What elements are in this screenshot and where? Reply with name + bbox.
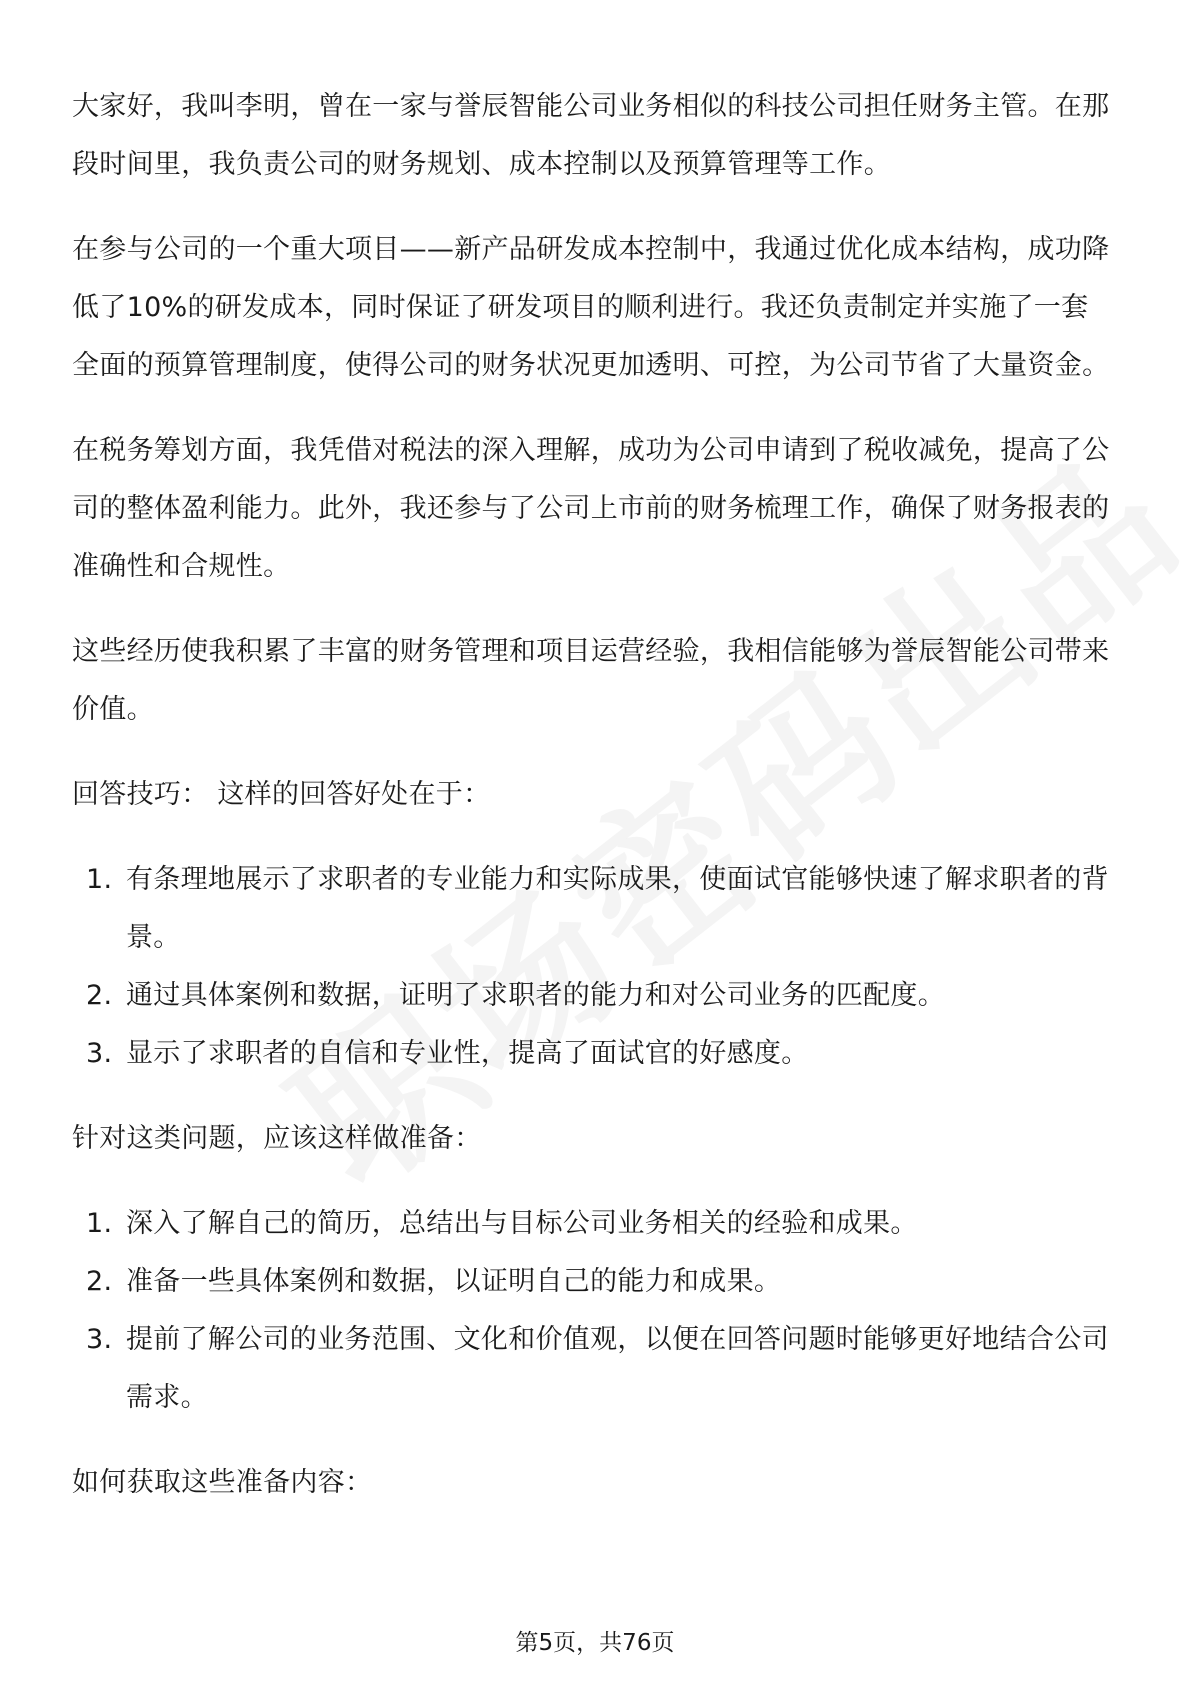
list-item [72,1025,1112,1083]
prep-list [72,1195,1112,1427]
list-item [72,1195,1112,1253]
tips-list [72,851,1112,1083]
list-number: 3. [86,1038,113,1069]
list-item [72,1311,1112,1427]
list-number: 3. [86,1324,113,1355]
list-item [72,1253,1112,1311]
list-text: 准备一些具体案例和数据，以证明自己的能力和成果。 [126,1266,782,1297]
list-item [72,967,1112,1025]
project-paragraph: 在参与公司的一个重大项目——新产品研发成本控制中，我通过优化成本结构，成功降低了10%的研发成本，同时保证了研发项目的顺利进行。我还负责制定并实施了一套全面的预算管理制度，使得公司的财务状况更加透明、可控，为公司节省了大量资金。 [72,234,1110,381]
list-text: 通过具体案例和数据，证明了求职者的能力和对公司业务的匹配度。 [126,980,945,1011]
list-item [72,851,1112,967]
list-text: 深入了解自己的简历，总结出与目标公司业务相关的经验和成果。 [126,1208,918,1239]
page-number: 第5页，共76页 [515,1630,675,1656]
list-text: 有条理地展示了求职者的专业能力和实际成果，使面试官能够快速了解求职者的背景。 [126,864,1109,953]
tax-paragraph: 在税务筹划方面，我凭借对税法的深入理解，成功为公司申请到了税收减免，提高了公司的整体盈利能力。此外，我还参与了公司上市前的财务梳理工作，确保了财务报表的准确性和合规性。 [72,435,1110,582]
list-number: 2. [86,980,113,1011]
list-number: 2. [86,1266,113,1297]
list-number: 1. [86,864,113,895]
summary-paragraph: 这些经历使我积累了丰富的财务管理和项目运营经验，我相信能够为誉辰智能公司带来价值。 [72,636,1110,725]
prep-heading: 针对这类问题，应该这样做准备： [72,1123,482,1154]
list-number: 1. [86,1208,113,1239]
next-section-heading: 如何获取这些准备内容： [72,1467,373,1498]
document-body [72,78,1112,1512]
list-text: 提前了解公司的业务范围、文化和价值观，以便在回答问题时能够更好地结合公司需求。 [126,1324,1109,1413]
list-text: 显示了求职者的自信和专业性，提高了面试官的好感度。 [126,1038,809,1069]
intro-paragraph: 大家好，我叫李明，曾在一家与誉辰智能公司业务相似的科技公司担任财务主管。在那段时间里，我负责公司的财务规划、成本控制以及预算管理等工作。 [72,91,1110,180]
tips-heading: 回答技巧： 这样的回答好处在于： [72,779,491,810]
